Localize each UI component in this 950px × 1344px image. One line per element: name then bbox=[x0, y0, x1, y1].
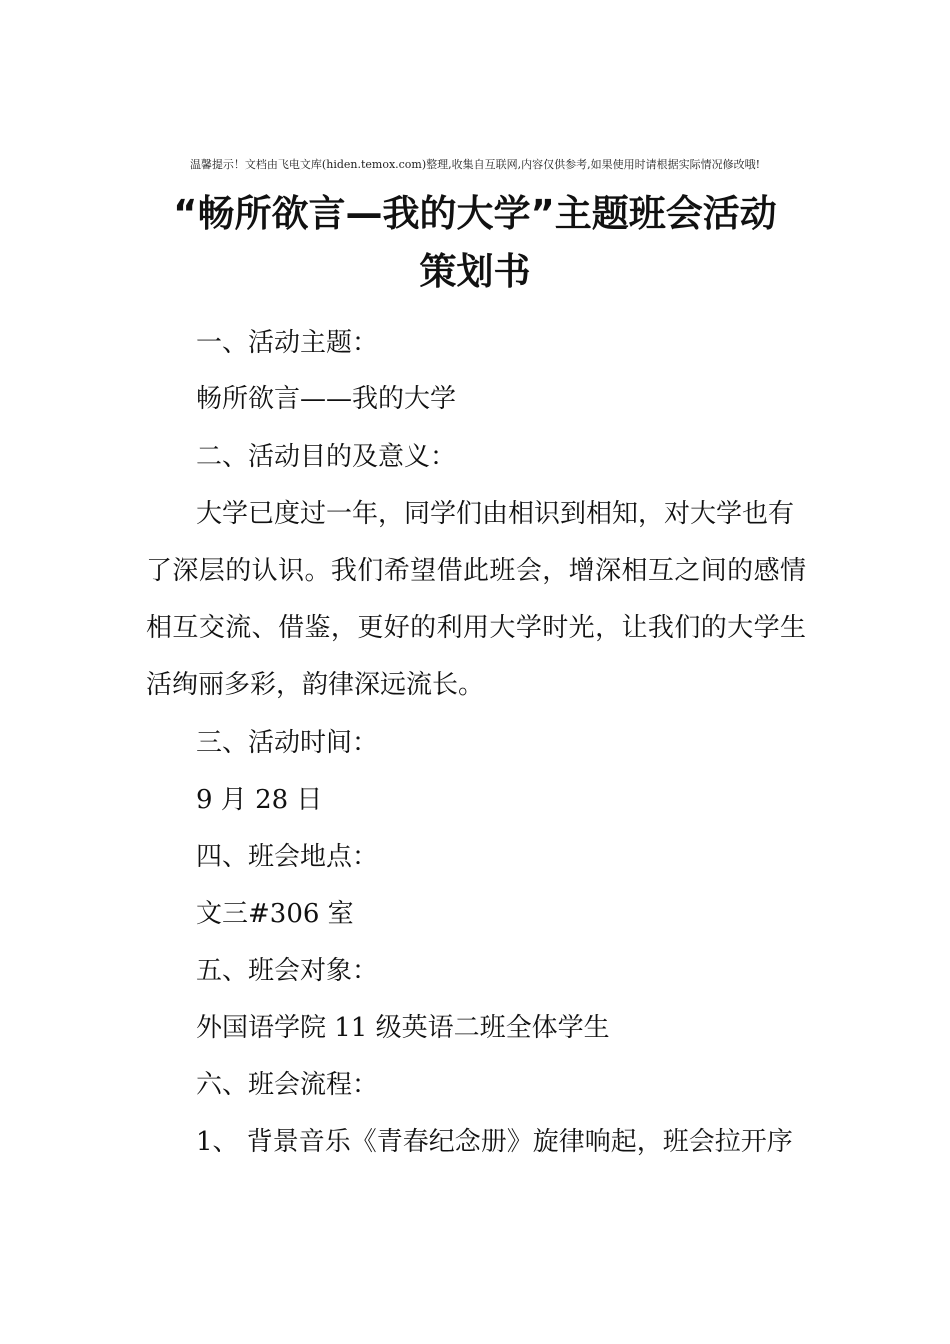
section-5-body: 外国语学院 11 级英语二班全体学生 bbox=[196, 1013, 610, 1043]
header-notice: 温馨提示！文档由飞电文库(hiden.temox.com)整理,收集自互联网,内容仅供参考,如果使用时请根据实际情况修改哦! bbox=[189, 158, 761, 171]
section-5-heading: 五、班会对象： bbox=[196, 956, 379, 986]
section-2-paragraph-line-1: 大学已度过一年，同学们由相识到相知，对大学也有 bbox=[196, 499, 795, 529]
section-6-item-1: 1、 背景音乐《青春纪念册》旋律响起，班会拉开序 bbox=[196, 1127, 793, 1157]
section-1-body: 畅所欲言——我的大学 bbox=[196, 384, 457, 414]
section-2-heading: 二、活动目的及意义： bbox=[196, 442, 457, 472]
section-1-heading: 一、活动主题： bbox=[196, 328, 379, 358]
section-2-paragraph-line-4: 活绚丽多彩，韵律深远流长。 bbox=[146, 670, 485, 700]
section-3-body: 9 月 28 日 bbox=[196, 785, 323, 815]
section-2-paragraph-line-3: 相互交流、借鉴，更好的利用大学时光，让我们的大学生 bbox=[146, 613, 806, 643]
section-6-heading: 六、班会流程： bbox=[196, 1070, 379, 1100]
section-4-heading: 四、班会地点： bbox=[196, 842, 379, 872]
document-title-line-1: “畅所欲言—我的大学”主题班会活动 bbox=[173, 192, 777, 235]
section-3-heading: 三、活动时间： bbox=[196, 728, 379, 758]
document-title-line-2: 策划书 bbox=[419, 250, 531, 293]
section-4-body: 文三#306 室 bbox=[196, 899, 354, 929]
section-2-paragraph-line-2: 了深层的认识。我们希望借此班会，增深相互之间的感情 bbox=[146, 556, 806, 586]
